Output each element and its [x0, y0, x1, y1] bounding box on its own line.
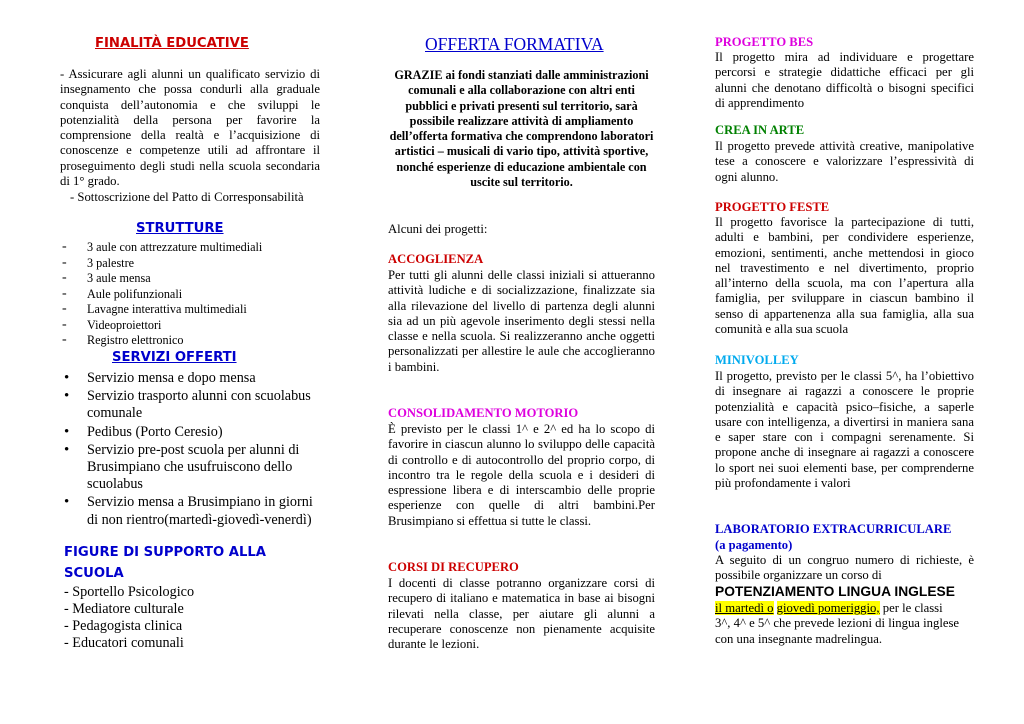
list-item: - Videoproiettori — [60, 318, 320, 334]
figure-list — [64, 584, 314, 652]
list-item: - Lavagne interattiva multimediali — [60, 302, 320, 318]
lab-text: A seguito di un congruo numero di richieste, è possibile organizzare un corso di — [715, 553, 974, 583]
lab-highlight-giovedi: giovedì pomeriggio, — [776, 601, 880, 615]
lab-highlight-martedi: il martedì o — [715, 601, 774, 615]
arte-heading: CREA IN ARTE — [715, 123, 805, 137]
feste-heading: PROGETTO FESTE — [715, 200, 830, 214]
servizi-list — [60, 370, 318, 530]
list-item: • Servizio trasporto alunni con scuolabus comunale — [60, 388, 318, 422]
list-item: - 3 aule mensa — [60, 271, 320, 287]
list-item: • Servizio pre-post scuola per alunni di Brusimpiano che usufruiscono dello scuolabus — [60, 442, 318, 494]
list-item: - Educatori comunali — [64, 635, 184, 651]
figure-heading: FIGURE DI SUPPORTO ALLA SCUOLA — [64, 545, 266, 581]
servizi-heading: SERVIZI OFFERTI — [112, 350, 237, 365]
finalita-text: - Assicurare agli alunni un qualificato servizio di insegnamento che possa condurli alla graduale conquista dell’autonomia e che sviluppi le potenzialità della persona per favorire la comprensione della realtà e l’acquisizione di conoscenze e competenze utili ad affrontare il proseguimento degli studi nella scuola secondaria di 1° grado. — [60, 67, 320, 189]
lab-inglese: POTENZIAMENTO LINGUA INGLESE — [715, 584, 955, 599]
list-item: - Pedagogista clinica — [64, 618, 183, 634]
minivolley-heading: MINIVOLLEY — [715, 353, 799, 367]
strutture-list — [60, 240, 320, 349]
feste-text: Il progetto favorisce la partecipazione di tutti, adulti e bambini, per condividere esperienze, emozioni, sentimenti, anche mettendosi in gioco nel travestimento e nel divertimento, proprio all’interno della scuola, ma con l’apertura alla famiglia, per sviluppare in ciascun bambino il senso di appartenenza alla sua famiglia, alla sua comunità e alla sua scuola — [715, 215, 974, 337]
lab-days-line — [715, 601, 943, 616]
list-item: - Aule polifunzionali — [60, 287, 320, 303]
consolidamento-text: È previsto per le classi 1^ e 2^ ed ha lo scopo di favorire in ciascun alunno lo sviluppo delle capacità di controllo e di autocontrollo del proprio corpo, di incontro tra le regole della scuola e i desideri di espressione libera e di interscambio delle proprie esperienze con quelle di altri bambini.Per Brusimpiano si effettua si tutte le classi. — [388, 422, 655, 528]
minivolley-text: Il progetto, previsto per le classi 5^, ha l’obiettivo di insegnare ai ragazzi a conoscere le proprie potenzialità e capacità psico–fisiche, a saperle usare con intelligenza, a divertirsi in maniera sana e saper stare con i compagni serenamente. Si propone anche di insegnare ai ragazzi a conoscere lo sport nei suoi elementi base, per comprenderne più profondamente i valori — [715, 369, 974, 491]
lab-classes-line: 3^, 4^ e 5^ che prevede lezioni di lingua inglese — [715, 616, 960, 630]
list-item: - Mediatore culturale — [64, 601, 184, 617]
arte-text: Il progetto prevede attività creative, manipolative tese a conoscere e valorizzare l’espressività di ogni alunno. — [715, 139, 974, 184]
bes-heading: PROGETTO BES — [715, 35, 814, 49]
finalita-heading: FINALITÀ EDUCATIVE — [95, 36, 249, 51]
page-title: OFFERTA FORMATIVA — [425, 34, 604, 54]
consolidamento-heading: CONSOLIDAMENTO MOTORIO — [388, 406, 579, 420]
accoglienza-heading: ACCOGLIENZA — [388, 252, 484, 266]
list-item: - Sportello Psicologico — [64, 584, 195, 600]
lab-heading: LABORATORIO EXTRACURRICULARE — [715, 522, 952, 536]
patto-text: - Sottoscrizione del Patto di Corresponsabilità — [70, 190, 304, 204]
recupero-heading: CORSI DI RECUPERO — [388, 560, 519, 574]
lab-classes-text: per le classi — [879, 601, 943, 615]
bes-text: Il progetto mira ad individuare e progettare percorsi e strategie didattiche efficaci per gli alunni che denotano difficoltà o bisogni specifici di apprendimento — [715, 50, 974, 110]
accoglienza-text: Per tutti gli alunni delle classi iniziali si attueranno attività ludiche e di socializzazione, finalizzate sia alla rilevazione del livello di partenza degli alunni sia ad un più agevole inserimento degli stessi nella classe e nella scuola. Si realizzeranno anche oggetti personalizzati per allestire le aule che accoglieranno i bambini. — [388, 268, 655, 374]
list-item: - 3 palestre — [60, 256, 320, 272]
recupero-text: I docenti di classe potranno organizzare corsi di recupero di italiano e matematica in base ai bisogni rilevati nella classe, per aiutare gli alunni a recuperare conoscenze non pienamente acquisite durante le lezioni. — [388, 576, 655, 652]
intro-text: GRAZIE ai fondi stanziati dalle amministrazioni comunali e alla collaborazione con altri enti pubblici e privati presenti sul territorio, sarà possibile realizzare attività di ampliamento dell’offerta formativa che comprendono laboratori artistici – musicali di vario tipo, attività sportive, nonché esperienze di educazione ambientale con uscite sul territorio. — [389, 68, 654, 190]
lab-subheading: (a pagamento) — [715, 538, 793, 552]
strutture-heading: STRUTTURE — [136, 221, 224, 236]
list-item: • Pedibus (Porto Ceresio) — [60, 424, 318, 441]
list-item: • Servizio mensa a Brusimpiano in giorni di non rientro(martedì-giovedì-venerdì) — [60, 494, 318, 528]
list-item: - Registro elettronico — [60, 333, 320, 349]
alcuni-label: Alcuni dei progetti: — [388, 222, 488, 236]
lab-teacher-line: con una insegnante madrelingua. — [715, 632, 882, 646]
list-item: • Servizio mensa e dopo mensa — [60, 370, 318, 387]
list-item: - 3 aule con attrezzature multimediali — [60, 240, 320, 256]
